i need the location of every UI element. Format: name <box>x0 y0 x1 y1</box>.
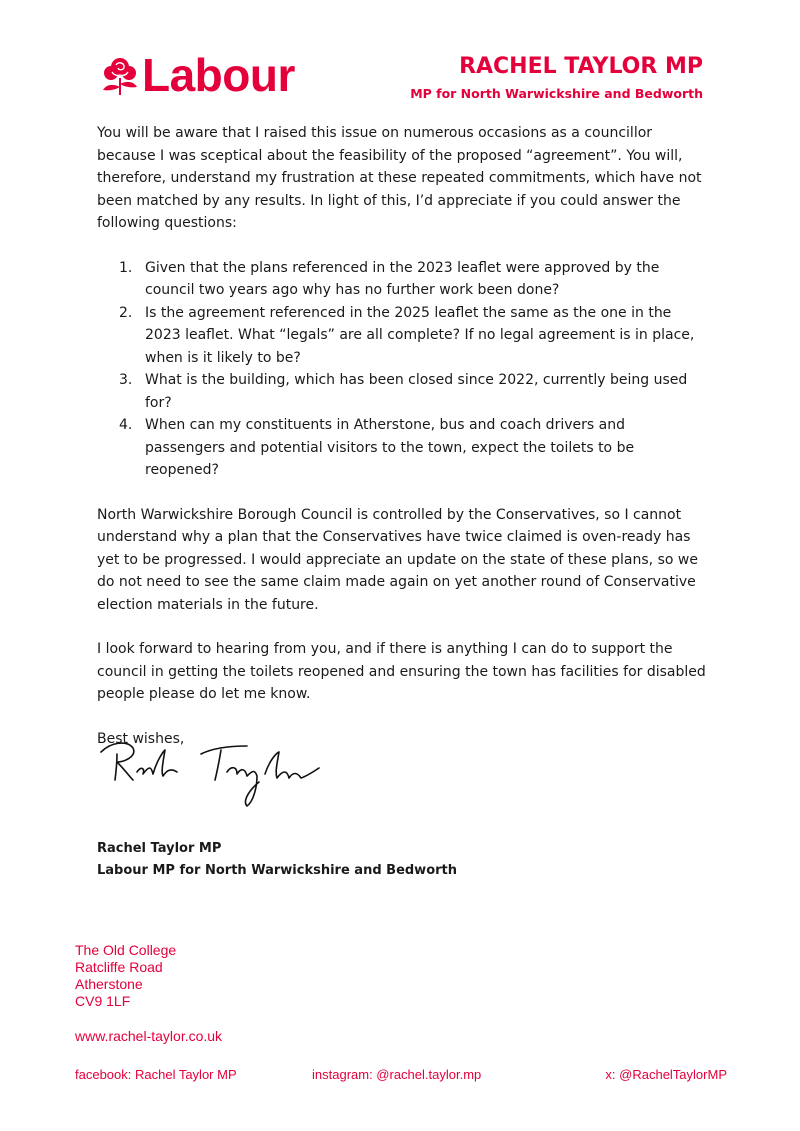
mp-seat: MP for North Warwickshire and Bedworth <box>410 86 703 102</box>
x-link[interactable]: x: @RachelTaylorMP <box>605 1067 727 1082</box>
list-number: 1. <box>119 259 133 276</box>
address-line: Atherstone <box>75 976 143 992</box>
address-line: CV9 1LF <box>75 993 131 1009</box>
address-line: The Old College <box>75 942 177 958</box>
website-link[interactable]: www.rachel-taylor.co.uk <box>75 1028 223 1044</box>
instagram-link[interactable]: instagram: @rachel.taylor.mp <box>312 1067 482 1082</box>
list-item <box>119 414 707 482</box>
closing-salutation: Best wishes, <box>97 730 185 747</box>
list-text: Is the agreement referenced in the 2025 leaflet the same as the one in the 2023 leaflet. What “legals” are all complete? If no legal agreement is in place, when is it likely to be? <box>145 304 695 366</box>
list-item <box>119 369 707 414</box>
list-number: 3. <box>119 372 133 388</box>
labour-rose-icon <box>100 54 140 96</box>
letter-body <box>97 122 707 772</box>
signatory-name: Rachel Taylor MP <box>97 841 222 856</box>
list-item <box>119 257 707 302</box>
labour-logo <box>100 49 295 101</box>
questions-list <box>97 257 707 482</box>
list-text: Given that the plans referenced in the 2023 leaflet were approved by the council two years ago why has no further work been done? <box>145 259 660 298</box>
paragraph-council: North Warwickshire Borough Council is controlled by the Conservatives, so I cannot understand why a plan that the Conservatives have twice claimed is oven-ready has yet to be progressed. I would appreciate an update on the state of these plans, so we do not need to see the same claim made again on yet another round of Conservative election materials in the future. <box>97 506 698 613</box>
signature-graphic <box>97 732 347 817</box>
list-text: What is the building, which has been closed since 2022, currently being used for? <box>145 372 688 411</box>
signoff-block <box>97 838 457 882</box>
address-line: Ratcliffe Road <box>75 959 163 975</box>
office-address <box>75 942 176 1010</box>
mp-name: RACHEL TAYLOR MP <box>459 54 703 79</box>
list-number: 2. <box>119 304 133 321</box>
list-item <box>119 302 707 370</box>
labour-wordmark: Labour <box>142 49 295 101</box>
paragraph-closing: I look forward to hearing from you, and if there is anything I can do to support the council in getting the toilets reopened and ensuring the town has facilities for disabled people please do let me know. <box>97 641 706 702</box>
list-number: 4. <box>119 417 133 433</box>
list-text: When can my constituents in Atherstone, bus and coach drivers and passengers and potential visitors to the town, expect the toilets to be reopened? <box>145 417 635 478</box>
mp-heading <box>410 54 703 101</box>
signatory-title: Labour MP for North Warwickshire and Bedworth <box>97 863 458 878</box>
paragraph-intro: You will be aware that I raised this issue on numerous occasions as a councillor because I was sceptical about the feasibility of the proposed “agreement”. You will, therefore, understand my frustration at these repeated commitments, which have not been matched by any results. In light of this, I’d appreciate if you could answer the following questions: <box>97 125 702 231</box>
facebook-link[interactable]: facebook: Rachel Taylor MP <box>75 1067 237 1082</box>
